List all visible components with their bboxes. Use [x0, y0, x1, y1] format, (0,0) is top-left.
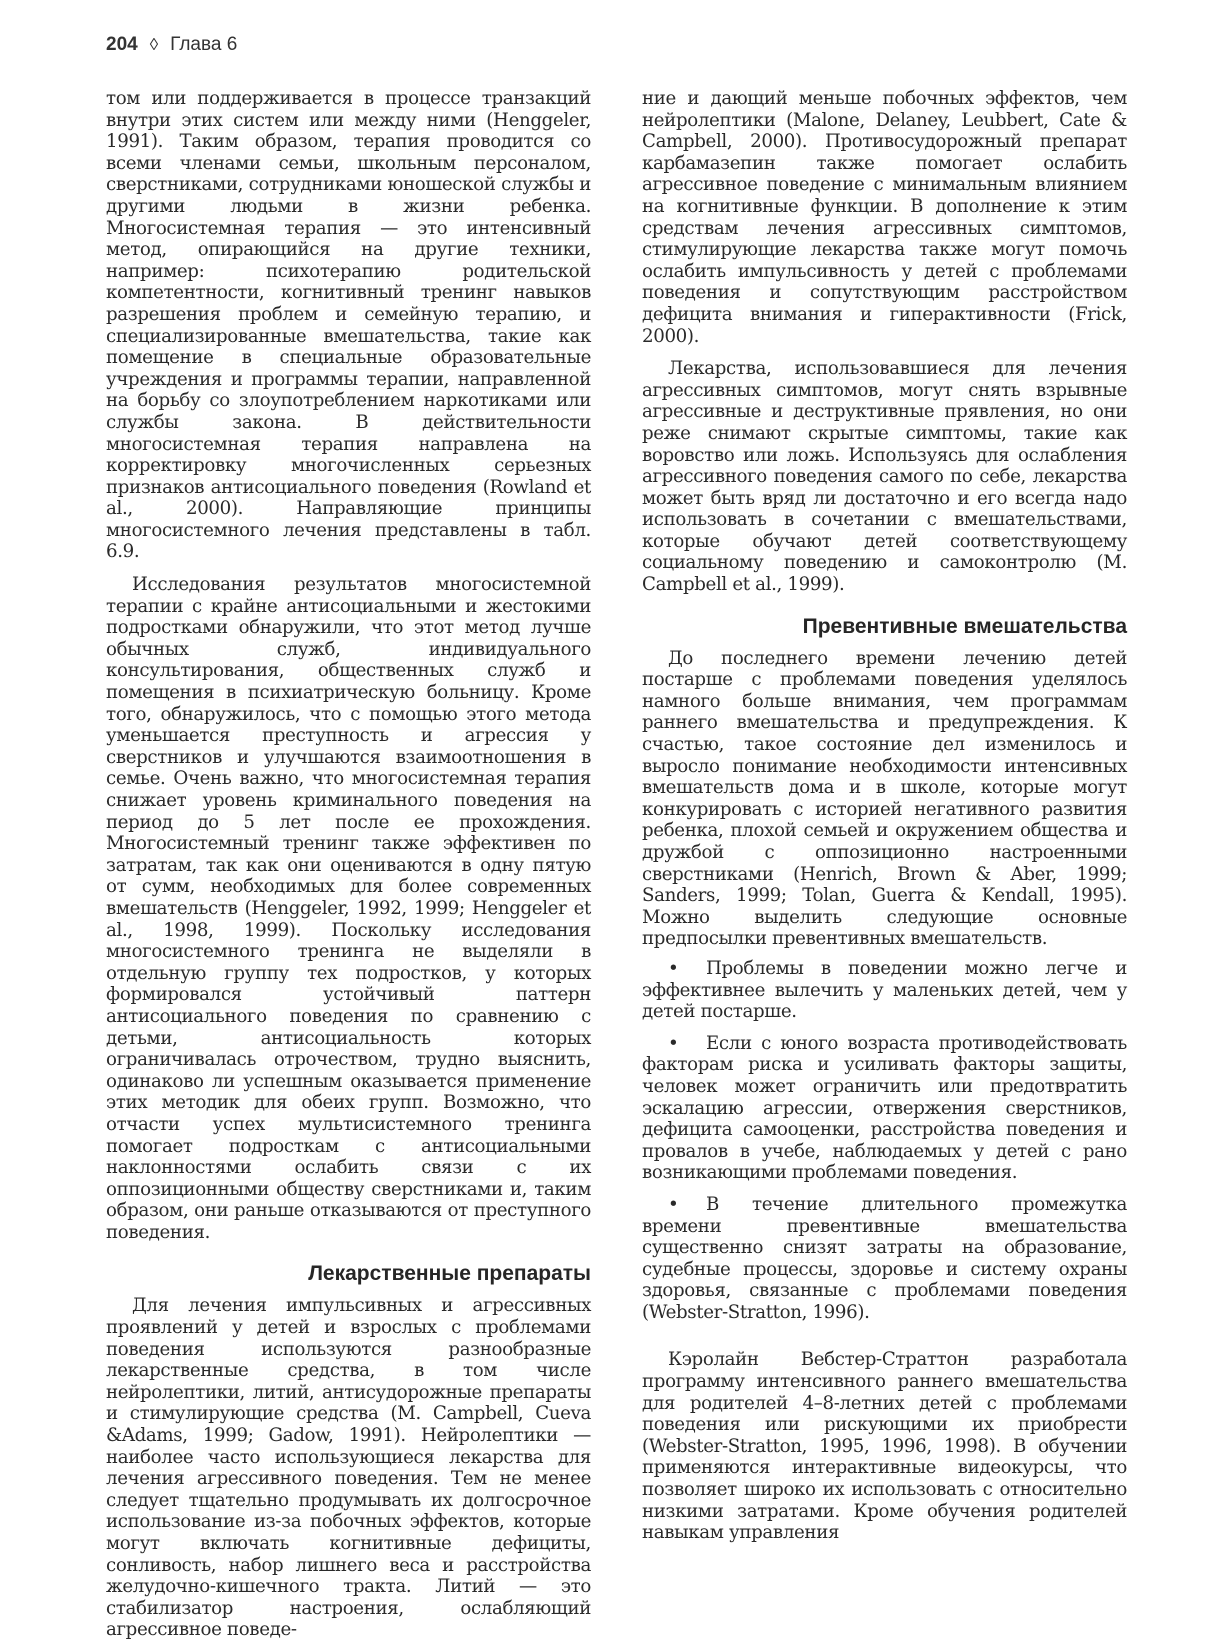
list-item: [642, 958, 1127, 1023]
list-item-text: Если с юного возраста противодействовать факторам риска и усиливать факторы защиты, человек может ограничить или предотвратить эскалацию агрессии, отвержения сверстников, дефицита самооценки, расстройства поведения и провалов в учебе, наблюдаемых у детей с рано возникающими проблемами поведения.: [642, 1032, 1127, 1184]
page-number: 204: [106, 34, 138, 55]
paragraph: Исследования результатов многосистемной терапии с крайне антисоциальными и жестокими подростками обнаружили, что этот метод лучше обычных служб, индивидуального консультирования, общественных служб и помещения в психиатрическую больницу. Кроме того, обнаружилось, что с помощью этого метода уменьшается преступность и агрессия у сверстников и улучшаются взаимоотношения в семье. Очень важно, что многосистемная терапия снижает уровень криминального поведения на период до 5 лет после ее прохождения. Многосистемный тренинг также эффективен по затратам, так как они оцениваются в одну пятую от сумм, необходимых для более современных вмешательств (Henggeler, 1992, 1999; Henggeler et al., 1998, 1999). Поскольку исследования многосистемного тренинга не выделяли в отдельную группу тех подростков, у которых формировался устойчивый паттерн антисоциального поведения по сравнению с детьми, антисоциальность которых ограничивалась отрочеством, трудно выяснить, одинаково ли успешным оказывается применение этих методик для обеих групп. Возможно, что отчасти успех мультисистемного тренинга помогает подросткам с антисоциальными наклонностями ослабить связи с их оппозиционными обществу сверстниками и, таким образом, они раньше отказываются от преступного поведения.: [106, 574, 591, 1243]
paragraph: Лекарства, использовавшиеся для лечения агрессивных симптомов, могут снять взрывные агрессивные и деструктивные прявления, но они реже снимают скрытые симптомы, такие как воровство или ложь. Используясь для ослабления агрессивного поведения самого по себе, лекарства может быть вряд ли достаточно и его всегда надо использовать в сочетании с вмешательствами, которые обучают детей соответствующему социальному поведению и самоконтролю (M. Campbell et al., 1999).: [642, 358, 1127, 596]
list-item: [642, 1194, 1127, 1324]
section-heading-medications: Лекарственные препараты: [308, 1262, 591, 1286]
bullet-icon: •: [668, 1193, 679, 1215]
paragraph: До последнего времени лечению детей постарше с проблемами поведения уделялось намного больше внимания, чем программам раннего вмешательства и предупреждения. К счастью, такое состояние дел изменилось и выросло понимание необходимости интенсивных вмешательств дома и в школе, которые могут конкурировать с историей негативного развития ребенка, плохой семьей и окружением общества и дружбой с оппозиционно настроенными сверстниками (Henrich, Brown & Aber, 1999; Sanders, 1999; Tolan, Guerra & Kendall, 1995). Можно выделить следующие основные предпосылки превентивных вмешательств.: [642, 647, 1127, 950]
paragraph: том или поддерживается в процессе транзакций внутри этих систем или между ними (Henggeler, 1991). Таким образом, терапия проводится со всеми членами семьи, школьным персоналом, сверстниками, сотрудниками юношеской службы и другими людьми в жизни ребенка. Многосистемная терапия — это интенсивный метод, опирающийся на другие техники, например: психотерапию родительской компетентности, когнитивный тренинг навыков разрешения проблем и семейную терапию, и специализированные вмешательства, такие как помещение в специальные образовательные учреждения и программы терапии, направленной на борьбу со злоупотреблением наркотиками или службы закона. В действительности многосистемная терапия направлена на корректировку многочисленных серьезных признаков антисоциального поведения (Rowland et al., 2000). Направляющие принципы многосистемного лечения представлены в табл. 6.9.: [106, 88, 591, 563]
list-item-text: Проблемы в поведении можно легче и эффективнее вылечить у маленьких детей, чем у детей постарше.: [642, 957, 1127, 1023]
bullet-list: [642, 958, 1127, 1324]
paragraph: Кэролайн Вебстер-Страттон разработала программу интенсивного раннего вмешательства для родителей 4–8-летних детей с проблемами поведения или рискующими их приобрести (Webster-Stratton, 1995, 1996, 1998). В обучении применяются интерактивные видеокурсы, что позволяет широко их использовать с относительно низкими затратами. Кроме обучения родителей навыкам управления: [642, 1349, 1127, 1544]
section-heading-preventive: Превентивные вмешательства: [802, 614, 1127, 638]
running-header: [106, 30, 237, 60]
chapter-title: Глава 6: [170, 34, 238, 55]
paragraph: ние и дающий меньше побочных эффектов, чем нейролептики (Malone, Delaney, Leubbert, Cate & Campbell, 2000). Противосудорожный препарат карбамазепин также помогает ослабить агрессивное поведение с минимальным влиянием на когнитивные функции. В дополнение к этим средствам лечения агрессивных симптомов, стимулирующие лекарства также могут помочь ослабить импульсивность у детей с проблемами поведения и сопутствующим расстройством дефицита внимания и гиперактивности (Frick, 2000).: [642, 88, 1127, 347]
right-column: [642, 88, 1127, 1544]
paragraph: Для лечения импульсивных и агрессивных проявлений у детей и взрослых с проблемами поведения используются разнообразные лекарственные средства, в том числе нейролептики, литий, антисудорожные препараты и стимулирующие средства (M. Campbell, Cueva &Adams, 1999; Gadow, 1991). Нейролептики — наиболее часто использующиеся лекарства для лечения агрессивного поведения. Тем не менее следует тщательно продумывать их долгосрочное использование из-за побочных эффектов, которые могут включать когнитивные дефициты, сонливость, набор лишнего веса и расстройства желудочно-кишечного тракта. Литий — это стабилизатор настроения, ослабляющий агрессивное поведе-: [106, 1295, 591, 1641]
bullet-icon: •: [668, 1032, 679, 1054]
list-item: [642, 1033, 1127, 1184]
bullet-icon: •: [668, 957, 679, 979]
left-column: [106, 88, 591, 1641]
list-item-text: В течение длительного промежутка времени превентивные вмешательства существенно снизят затраты на образование, судебные процессы, здоровье и систему охраны здоровья, связанные с проблемами поведения (Webster-Stratton, 1996).: [642, 1193, 1127, 1323]
header-separator-icon: ◊: [149, 35, 159, 54]
spacer: [642, 1323, 1127, 1349]
